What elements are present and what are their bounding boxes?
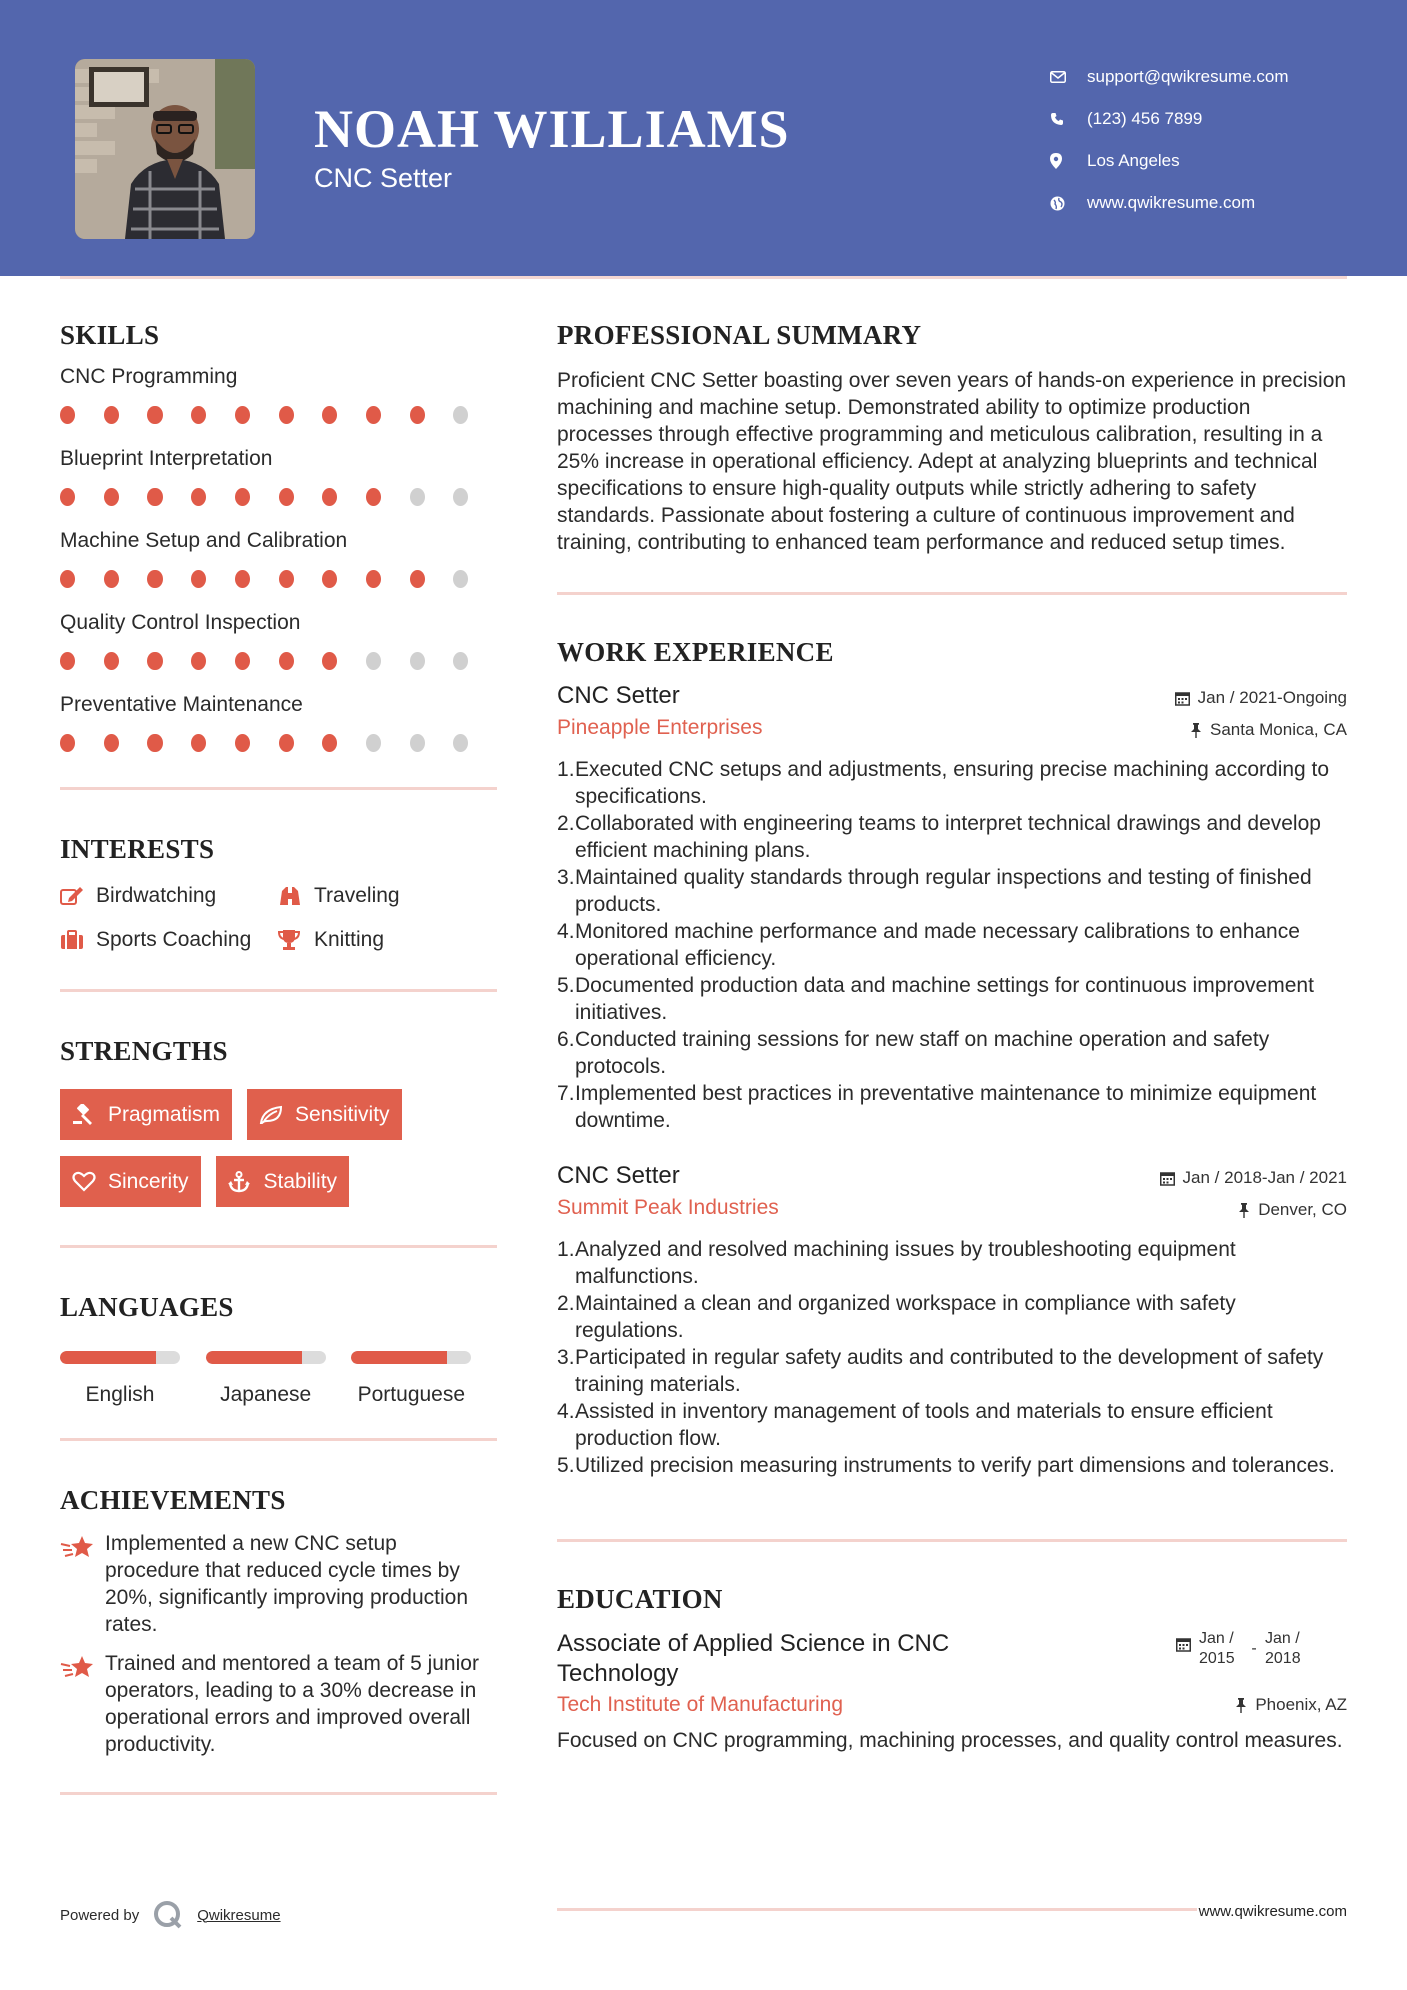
skill-rating	[60, 651, 497, 671]
achievement-text: Implemented a new CNC setup procedure that reduced cycle times by 20%, significantly improving production rates.	[105, 1532, 469, 1636]
heart-icon	[72, 1171, 108, 1192]
language-item	[206, 1351, 352, 1408]
rating-dot-filled	[60, 734, 75, 752]
rating-dot-filled	[147, 570, 162, 588]
phone-icon	[1050, 112, 1087, 126]
duty-item: Utilized precision measuring instruments to verify part dimensions and tolerances.	[575, 1454, 1335, 1477]
contact-list	[1050, 56, 1380, 224]
rating-dot-filled	[147, 734, 162, 752]
language-level-bar	[351, 1351, 471, 1364]
rating-dot-filled	[235, 570, 250, 588]
rating-dot-filled	[104, 488, 119, 506]
website-text: www.qwikresume.com	[1087, 193, 1256, 212]
education-location	[1235, 1695, 1347, 1715]
rating-dot-empty	[410, 652, 425, 670]
skill-item	[60, 365, 497, 425]
binoculars-icon	[278, 885, 314, 907]
brand-link[interactable]: Qwikresume	[197, 1906, 281, 1924]
skill-rating	[60, 405, 497, 425]
skills-heading: SKILLS	[60, 320, 160, 350]
duty-item: Conducted training sessions for new staff on machine operation and safety protocols.	[575, 1028, 1270, 1078]
language-level-fill	[351, 1351, 447, 1364]
interest-item	[278, 883, 478, 909]
rating-dot-filled	[322, 652, 337, 670]
skill-name: Machine Setup and Calibration	[60, 529, 348, 552]
duty-item: Documented production data and machine settings for continuous improvement initiatives.	[575, 974, 1314, 1024]
language-name: English	[85, 1383, 155, 1406]
duty-item: Maintained a clean and organized workspace in compliance with safety regulations.	[575, 1292, 1236, 1342]
trophy-icon	[278, 929, 314, 951]
rating-dot-filled	[366, 570, 381, 588]
company-name: Summit Peak Industries	[557, 1196, 779, 1219]
interest-item	[278, 927, 478, 953]
rating-dot-filled	[60, 406, 75, 424]
language-level-fill	[60, 1351, 156, 1364]
rating-dot-filled	[191, 734, 206, 752]
section-divider	[60, 1792, 497, 1795]
experience-heading: WORK EXPERIENCE	[557, 637, 834, 667]
duty-item: Collaborated with engineering teams to interpret technical drawings and develop efficient machining plans.	[575, 812, 1321, 862]
language-item	[60, 1351, 206, 1408]
gavel-icon	[72, 1104, 108, 1126]
interests-list	[60, 883, 497, 953]
achievement-item	[60, 1530, 497, 1638]
strength-label: Sensitivity	[295, 1102, 390, 1126]
job-location-text: Denver, CO	[1258, 1200, 1347, 1219]
strength-label: Pragmatism	[108, 1102, 221, 1126]
email-text: support@qwikresume.com	[1087, 67, 1289, 86]
shooting-star-icon	[60, 1650, 105, 1758]
education-entry	[557, 1629, 1347, 1754]
location-text: Los Angeles	[1087, 151, 1180, 170]
section-divider	[60, 1438, 497, 1441]
language-level-bar	[60, 1351, 180, 1364]
candidate-name: NOAH WILLIAMS	[314, 99, 790, 159]
school-name: Tech Institute of Manufacturing	[557, 1693, 843, 1716]
candidate-title: CNC Setter	[314, 163, 453, 193]
edit-icon	[60, 886, 96, 906]
strengths-list	[60, 1089, 497, 1207]
rating-dot-empty	[410, 488, 425, 506]
education-date-separator: -	[1251, 1640, 1257, 1657]
rating-dot-empty	[366, 734, 381, 752]
achievement-item	[60, 1650, 497, 1758]
contact-email[interactable]	[1050, 56, 1380, 98]
rating-dot-filled	[322, 488, 337, 506]
job-location	[1190, 720, 1347, 740]
languages-list	[60, 1351, 497, 1408]
skill-name: Quality Control Inspection	[60, 611, 301, 634]
contact-location	[1050, 140, 1380, 182]
rating-dot-empty	[453, 406, 468, 424]
achievements-heading: ACHIEVEMENTS	[60, 1485, 286, 1515]
skill-item	[60, 693, 497, 753]
rating-dot-filled	[279, 734, 294, 752]
calendar-icon	[1160, 1171, 1175, 1186]
job-entry	[557, 1162, 1347, 1479]
globe-icon	[1050, 196, 1087, 211]
rating-dot-filled	[104, 406, 119, 424]
rating-dot-empty	[453, 652, 468, 670]
envelope-icon	[1050, 71, 1087, 83]
duty-item: Executed CNC setups and adjustments, ensuring precise machining according to specifications.	[575, 758, 1330, 808]
rating-dot-empty	[453, 734, 468, 752]
rating-dot-filled	[60, 488, 75, 506]
anchor-icon	[228, 1171, 264, 1193]
footer-divider	[557, 1908, 1197, 1911]
duty-list	[557, 756, 1347, 1134]
pushpin-icon	[1190, 723, 1202, 738]
rating-dot-empty	[453, 570, 468, 588]
rating-dot-filled	[191, 488, 206, 506]
rating-dot-filled	[279, 488, 294, 506]
strength-badge	[60, 1089, 232, 1140]
job-location	[1238, 1200, 1347, 1220]
skill-name: CNC Programming	[60, 365, 238, 388]
interest-item	[60, 927, 278, 953]
language-level-fill	[206, 1351, 302, 1364]
rating-dot-filled	[191, 406, 206, 424]
languages-heading: LANGUAGES	[60, 1292, 234, 1322]
language-level-bar	[206, 1351, 326, 1364]
skill-rating	[60, 487, 497, 507]
footer-powered-by	[60, 1900, 281, 1930]
job-dates-text: Jan / 2021-Ongoing	[1197, 688, 1347, 707]
skill-item	[60, 611, 497, 671]
contact-website[interactable]	[1050, 182, 1380, 224]
education-end: Jan / 2018	[1265, 1630, 1301, 1667]
pushpin-icon	[1238, 1203, 1250, 1218]
job-dates-text: Jan / 2018-Jan / 2021	[1182, 1168, 1347, 1187]
leaf-icon	[259, 1105, 295, 1125]
rating-dot-filled	[322, 734, 337, 752]
skill-rating	[60, 569, 497, 589]
job-dates	[1160, 1168, 1347, 1188]
calendar-icon	[1176, 1637, 1191, 1652]
strength-badge	[60, 1156, 201, 1207]
duty-item: Analyzed and resolved machining issues by troubleshooting equipment malfunctions.	[575, 1238, 1236, 1288]
pushpin-icon	[1235, 1698, 1247, 1713]
skill-item	[60, 447, 497, 507]
rating-dot-filled	[235, 652, 250, 670]
section-divider	[557, 1539, 1347, 1542]
rating-dot-filled	[279, 406, 294, 424]
rating-dot-filled	[104, 652, 119, 670]
powered-by-text: Powered by	[60, 1906, 140, 1924]
interest-label: Birdwatching	[96, 884, 217, 907]
duty-item: Assisted in inventory management of tools and materials to ensure efficient production flow.	[575, 1400, 1273, 1450]
education-heading: EDUCATION	[557, 1584, 723, 1614]
section-divider	[557, 592, 1347, 595]
rating-dot-filled	[60, 652, 75, 670]
rating-dot-filled	[191, 570, 206, 588]
job-entry	[557, 682, 1347, 1134]
rating-dot-filled	[147, 652, 162, 670]
skill-rating	[60, 733, 497, 753]
rating-dot-filled	[104, 570, 119, 588]
interest-label: Traveling	[314, 884, 400, 907]
footer-website-link[interactable]: www.qwikresume.com	[1198, 1903, 1347, 1920]
strength-label: Sincerity	[108, 1169, 189, 1193]
calendar-icon	[1175, 691, 1190, 706]
rating-dot-filled	[191, 652, 206, 670]
duty-list	[557, 1236, 1347, 1479]
education-location-text: Phoenix, AZ	[1255, 1695, 1347, 1714]
header-divider	[60, 276, 1347, 279]
language-name: Portuguese	[357, 1383, 466, 1406]
section-divider	[60, 1245, 497, 1248]
rating-dot-empty	[410, 734, 425, 752]
rating-dot-filled	[104, 734, 119, 752]
education-start: Jan / 2015	[1199, 1630, 1235, 1667]
rating-dot-filled	[60, 570, 75, 588]
duty-item: Monitored machine performance and made necessary calibrations to enhance operational efficiency.	[575, 920, 1300, 970]
rating-dot-filled	[235, 406, 250, 424]
language-name: Japanese	[220, 1383, 312, 1406]
profile-photo	[75, 59, 255, 239]
strength-badge	[216, 1156, 350, 1207]
skill-item	[60, 529, 497, 589]
summary-text: Proficient CNC Setter boasting over seven years of hands-on experience in precision machining and machine setup. Demonstrated ability to optimize production processes through effective programming and meticulous calibration, resulting in a 25% increase in operational efficiency. Adept at analyzing blueprints and technical specifications to ensure high-quality outputs while strictly adhering to safety standards. Passionate about fostering a culture of continuous improvement and training, contributing to enhanced team performance and reduced setup times.	[557, 369, 1347, 554]
shooting-star-icon	[60, 1530, 105, 1638]
left-column	[60, 320, 497, 1795]
achievements-list	[60, 1530, 497, 1758]
rating-dot-filled	[410, 570, 425, 588]
rating-dot-filled	[235, 734, 250, 752]
job-title: CNC Setter	[557, 1162, 680, 1189]
rating-dot-filled	[235, 488, 250, 506]
job-title: CNC Setter	[557, 682, 680, 709]
achievement-text: Trained and mentored a team of 5 junior operators, leading to a 30% decrease in operational errors and improved overall productivity.	[105, 1652, 479, 1756]
qwikresume-logo-icon	[153, 1900, 183, 1930]
map-pin-icon	[1050, 153, 1087, 169]
rating-dot-empty	[453, 488, 468, 506]
rating-dot-filled	[147, 406, 162, 424]
rating-dot-filled	[147, 488, 162, 506]
degree-title: Associate of Applied Science in CNC Technology	[557, 1630, 950, 1687]
rating-dot-empty	[366, 652, 381, 670]
interest-label: Sports Coaching	[96, 928, 252, 951]
skills-list	[60, 365, 497, 753]
skill-name: Preventative Maintenance	[60, 693, 303, 716]
rating-dot-filled	[322, 570, 337, 588]
duty-item: Maintained quality standards through regular inspections and testing of finished products.	[575, 866, 1312, 916]
suitcase-icon	[60, 930, 96, 950]
interest-item	[60, 883, 278, 909]
section-divider	[60, 989, 497, 992]
rating-dot-filled	[410, 406, 425, 424]
interest-label: Knitting	[314, 928, 385, 951]
education-description: Focused on CNC programming, machining processes, and quality control measures.	[557, 1729, 1343, 1752]
rating-dot-filled	[366, 488, 381, 506]
strengths-heading: STRENGTHS	[60, 1036, 228, 1066]
skill-name: Blueprint Interpretation	[60, 447, 273, 470]
rating-dot-filled	[366, 406, 381, 424]
right-column	[557, 320, 1347, 1754]
resume-header	[0, 0, 1407, 276]
contact-phone[interactable]	[1050, 98, 1380, 140]
rating-dot-filled	[279, 570, 294, 588]
rating-dot-filled	[279, 652, 294, 670]
duty-item: Participated in regular safety audits and contributed to the development of safety training materials.	[575, 1346, 1324, 1396]
strength-label: Stability	[263, 1169, 338, 1193]
interests-heading: INTERESTS	[60, 834, 215, 864]
company-name: Pineapple Enterprises	[557, 716, 763, 739]
education-dates	[1176, 1629, 1309, 1669]
job-dates	[1175, 688, 1347, 708]
summary-heading: PROFESSIONAL SUMMARY	[557, 320, 922, 350]
phone-text: (123) 456 7899	[1087, 109, 1203, 128]
job-location-text: Santa Monica, CA	[1209, 720, 1347, 739]
language-item	[351, 1351, 497, 1408]
strength-badge	[247, 1089, 402, 1140]
rating-dot-filled	[322, 406, 337, 424]
section-divider	[60, 787, 497, 790]
duty-item: Implemented best practices in preventative maintenance to minimize equipment downtime.	[575, 1082, 1317, 1132]
